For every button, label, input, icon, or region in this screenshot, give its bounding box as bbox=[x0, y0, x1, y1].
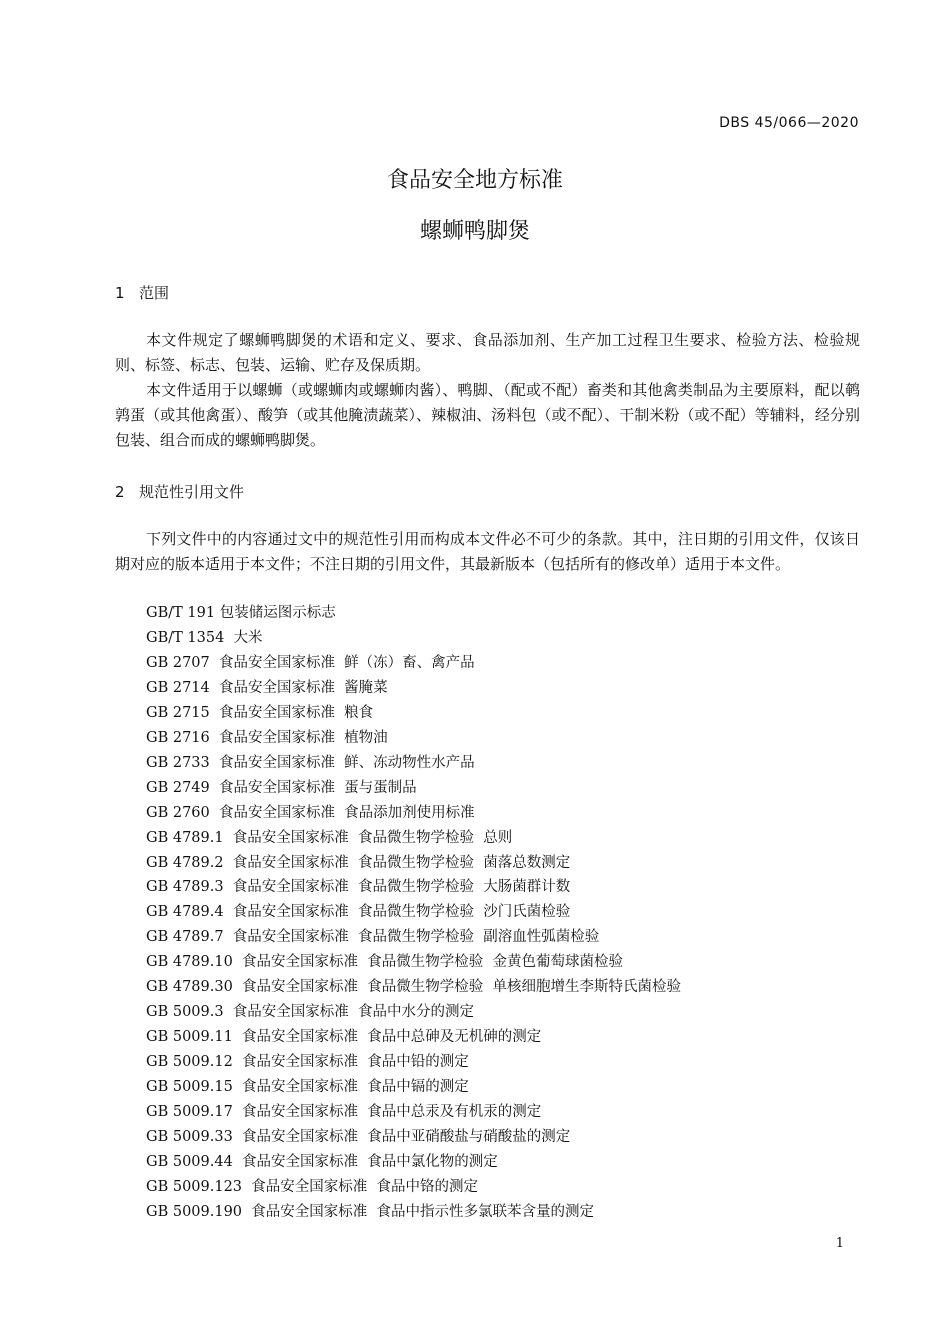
reference-item: GB 2716 食品安全国家标准 植物油 bbox=[146, 729, 388, 746]
paragraph: 本文件适用于以螺蛳（或螺蛳肉或螺蛳肉酱）、鸭脚、（配或不配）畜类和其他禽类制品为主要原料，配以鹌鹑蛋（或其他禽蛋）、酸笋（或其他腌渍蔬菜）、辣椒油、汤料包（或不配）、干制米粉（或不配）等辅料，经分别包装、组合而成的螺蛳鸭脚煲。 bbox=[115, 381, 860, 449]
section-heading-scope bbox=[115, 282, 169, 303]
reference-item: GB 5009.44 食品安全国家标准 食品中氯化物的测定 bbox=[146, 1153, 498, 1170]
reference-item: GB 4789.10 食品安全国家标准 食品微生物学检验 金黄色葡萄球菌检验 bbox=[146, 954, 623, 971]
reference-item: GB 2714 食品安全国家标准 酱腌菜 bbox=[146, 679, 388, 696]
reference-item: GB 5009.15 食品安全国家标准 食品中镉的测定 bbox=[146, 1079, 469, 1096]
reference-item: GB 5009.123 食品安全国家标准 食品中铬的测定 bbox=[146, 1178, 478, 1195]
reference-item: GB/T 191 包装储运图示标志 bbox=[146, 605, 336, 621]
reference-item: GB 2733 食品安全国家标准 鲜、冻动物性水产品 bbox=[146, 754, 475, 771]
document-subtitle: 螺蛳鸭脚煲 bbox=[419, 219, 530, 244]
reference-item: GB 5009.17 食品安全国家标准 食品中总汞及有机汞的测定 bbox=[146, 1104, 542, 1121]
reference-item: GB 4789.4 食品安全国家标准 食品微生物学检验 沙门氏菌检验 bbox=[146, 904, 571, 921]
reference-item: GB 4789.3 食品安全国家标准 食品微生物学检验 大肠菌群计数 bbox=[146, 879, 571, 896]
reference-item: GB 2715 食品安全国家标准 粮食 bbox=[146, 704, 374, 721]
reference-item: GB/T 1354 大米 bbox=[146, 629, 263, 646]
reference-item: GB 2749 食品安全国家标准 蛋与蛋制品 bbox=[146, 779, 417, 796]
reference-list bbox=[146, 601, 681, 1225]
reference-item: GB 5009.11 食品安全国家标准 食品中总砷及无机砷的测定 bbox=[146, 1029, 542, 1046]
page-number: 1 bbox=[835, 1236, 844, 1251]
section-heading-normative-references bbox=[115, 481, 244, 502]
section-number: 1 bbox=[115, 284, 125, 302]
reference-item: GB 4789.1 食品安全国家标准 食品微生物学检验 总则 bbox=[146, 829, 513, 846]
reference-item: GB 5009.12 食品安全国家标准 食品中铅的测定 bbox=[146, 1054, 469, 1071]
section-title: 规范性引用文件 bbox=[139, 483, 245, 501]
reference-item: GB 4789.2 食品安全国家标准 食品微生物学检验 菌落总数测定 bbox=[146, 854, 571, 871]
reference-item: GB 4789.7 食品安全国家标准 食品微生物学检验 副溶血性弧菌检验 bbox=[146, 929, 600, 946]
document-title: 食品安全地方标准 bbox=[386, 168, 563, 193]
paragraph: 下列文件中的内容通过文中的规范性引用而构成本文件必不可少的条款。其中，注日期的引用文件，仅该日期对应的版本适用于本文件；不注日期的引用文件，其最新版本（包括所有的修改单）适用于本文件。 bbox=[115, 530, 860, 573]
reference-item: GB 4789.30 食品安全国家标准 食品微生物学检验 单核细胞增生李斯特氏菌检验 bbox=[146, 979, 681, 996]
reference-item: GB 2707 食品安全国家标准 鲜（冻）畜、禽产品 bbox=[146, 654, 475, 671]
paragraph: 本文件规定了螺蛳鸭脚煲的术语和定义、要求、食品添加剂、生产加工过程卫生要求、检验方法、检验规则、标签、标志、包装、运输、贮存及保质期。 bbox=[115, 331, 860, 374]
reference-item: GB 5009.190 食品安全国家标准 食品中指示性多氯联苯含量的测定 bbox=[146, 1203, 594, 1220]
reference-item: GB 2760 食品安全国家标准 食品添加剂使用标准 bbox=[146, 804, 475, 821]
reference-item: GB 5009.33 食品安全国家标准 食品中亚硝酸盐与硝酸盐的测定 bbox=[146, 1129, 571, 1146]
reference-item: GB 5009.3 食品安全国家标准 食品中水分的测定 bbox=[146, 1004, 475, 1021]
section-number: 2 bbox=[115, 483, 125, 501]
section-title: 范围 bbox=[139, 284, 170, 302]
document-code: DBS 45/066—2020 bbox=[719, 115, 859, 131]
